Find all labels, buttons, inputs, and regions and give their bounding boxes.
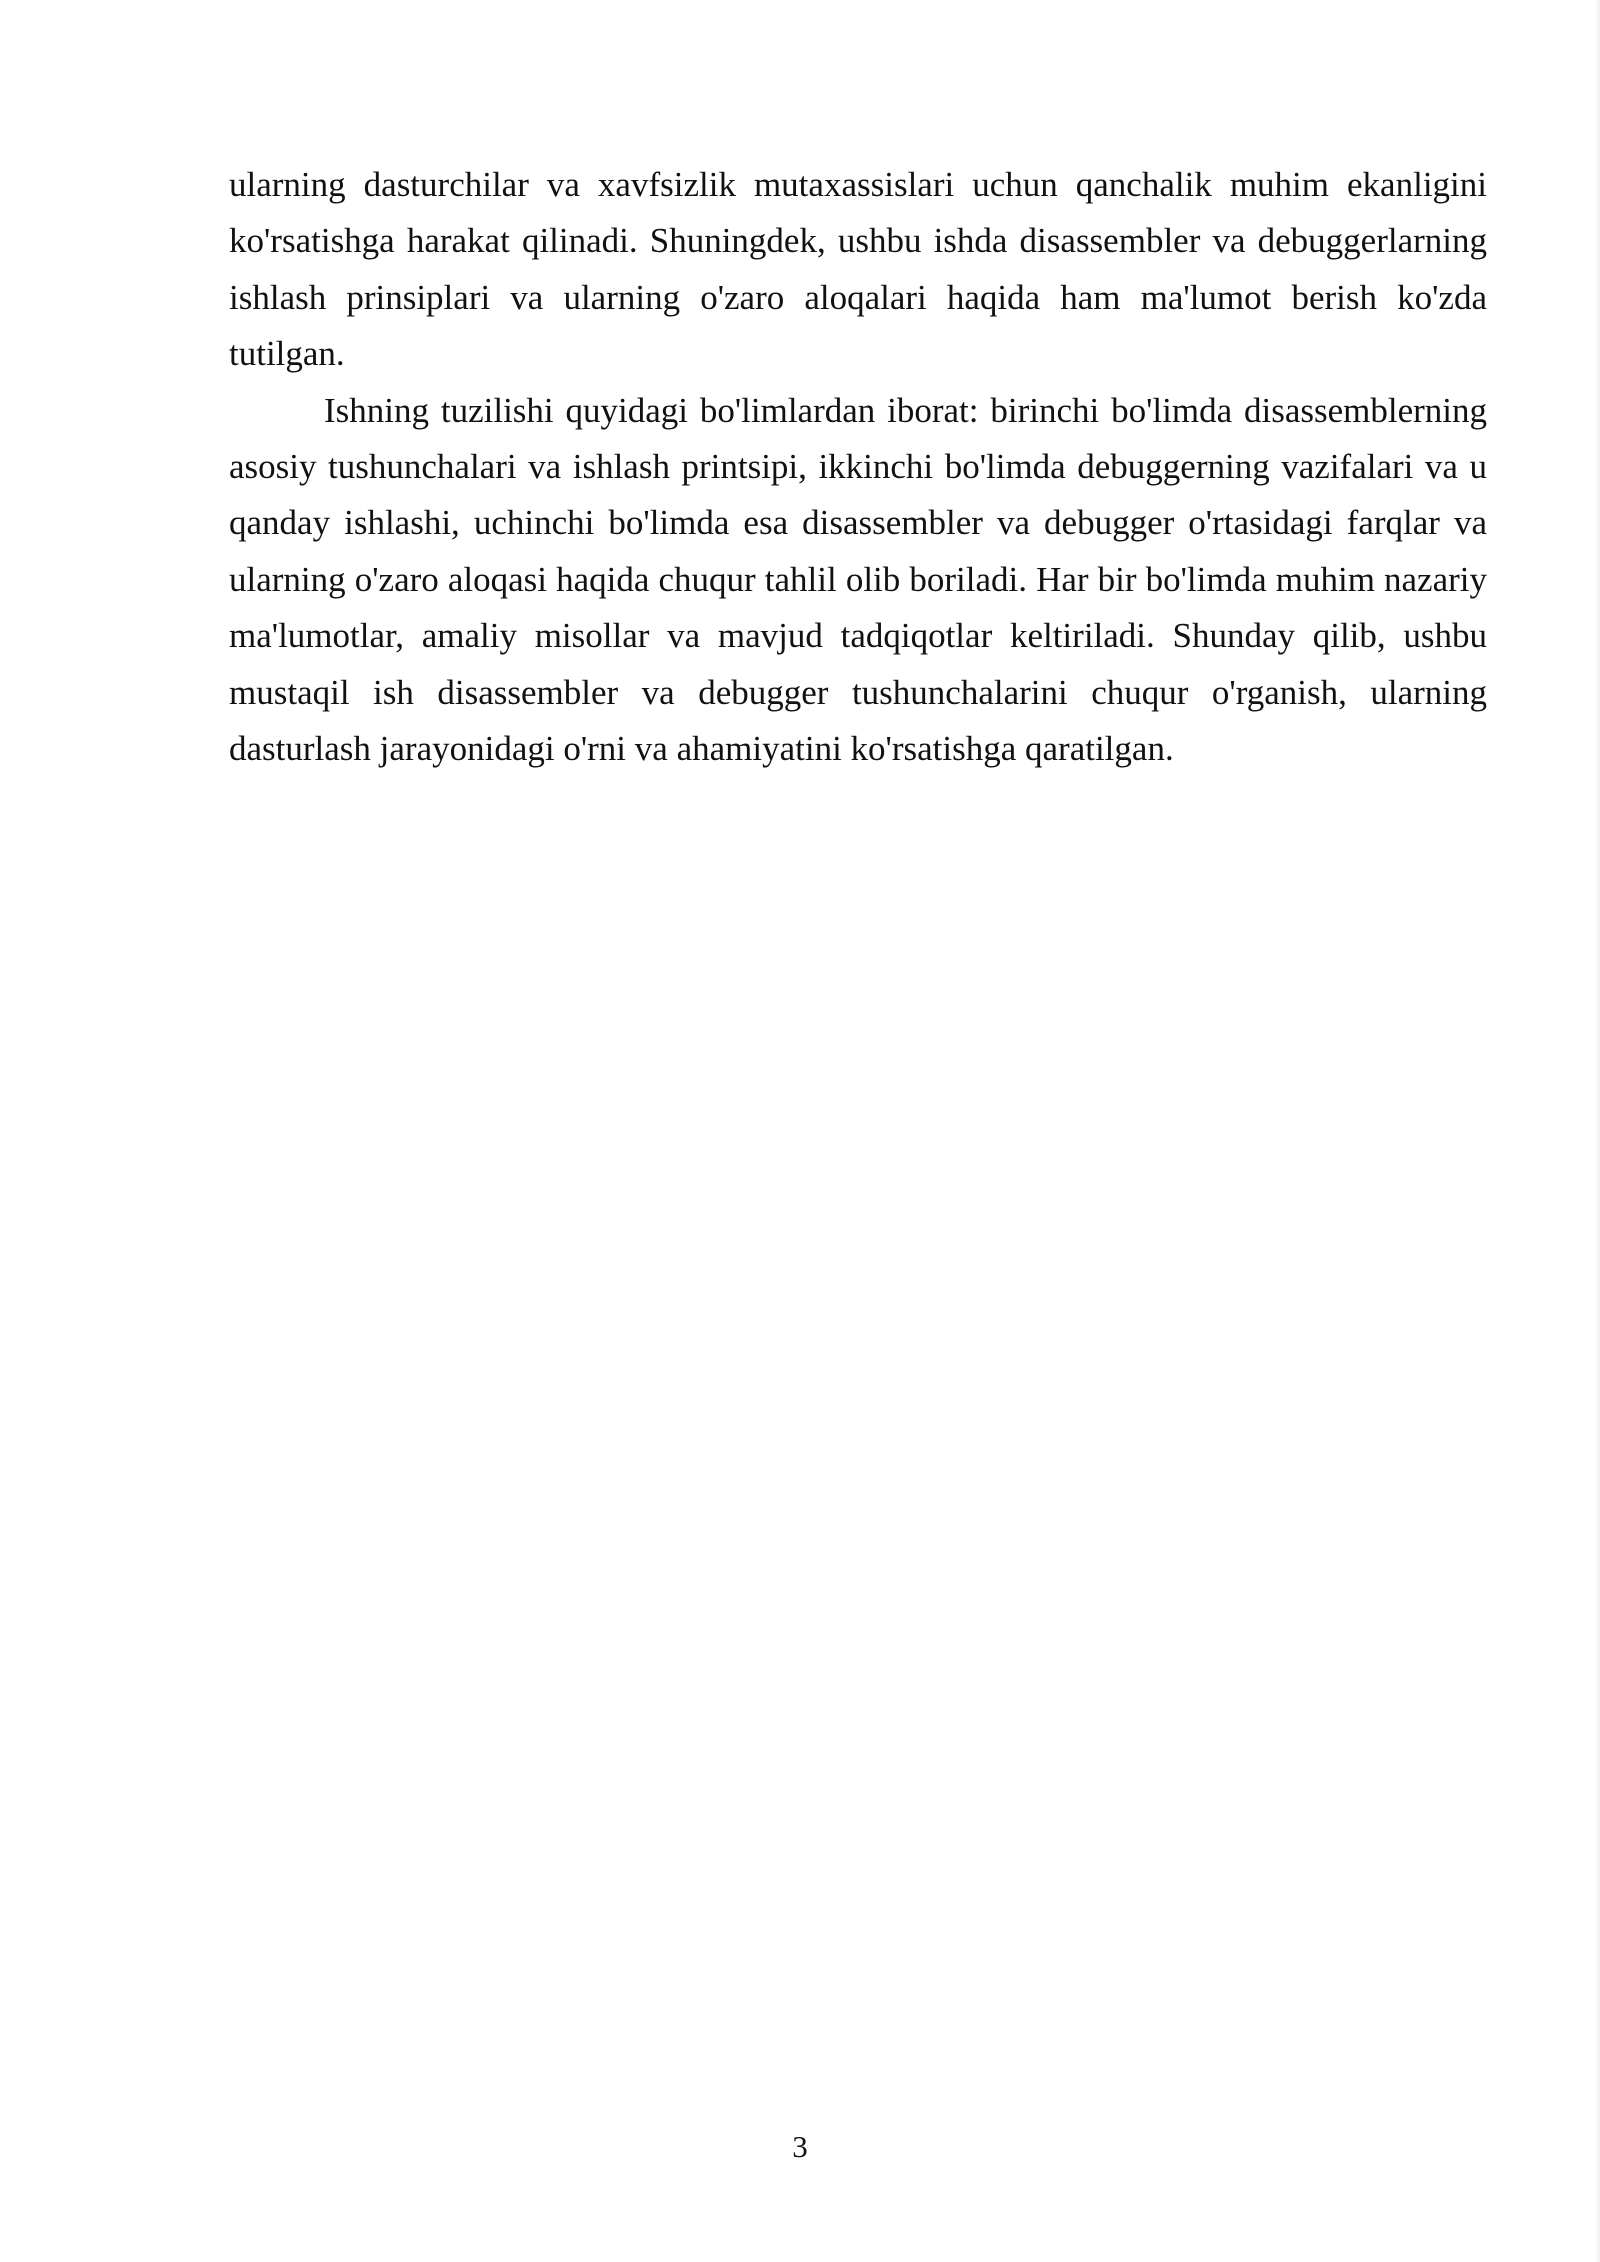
body-text	[229, 157, 1487, 777]
page-number: 3	[792, 2129, 808, 2164]
page-edge	[1594, 0, 1600, 2262]
paragraph-structure: Ishning tuzilishi quyidagi bo'limlardan iborat: birinchi bo'limda disassemblerning asosiy tushunchalari va ishlash printsipi, ikkinchi bo'limda debuggerning vazifalari va u qanday ishlashi, uchinchi bo'limda esa disassembler va debugger o'rtasidagi farqlar va ularning o'zaro aloqasi haqida chuqur tahlil olib boriladi. Har bir bo'limda muhim nazariy ma'lumotlar, amaliy misollar va mavjud tadqiqotlar keltiriladi. Shunday qilib, ushbu mustaqil ish disassembler va debugger tushunchalarini chuqur o'rganish, ularning dasturlash jarayonidagi o'rni va ahamiyatini ko'rsatishga qaratilgan.	[229, 390, 1487, 769]
paragraph-continuation: ularning dasturchilar va xavfsizlik mutaxassislari uchun qanchalik muhim ekanligini ko'rsatishga harakat qilinadi. Shuningdek, ushbu ishda disassembler va debuggerlarning ishlash prinsiplari va ularning o'zaro aloqalari haqida ham ma'lumot berish ko'zda tutilgan.	[229, 165, 1487, 374]
